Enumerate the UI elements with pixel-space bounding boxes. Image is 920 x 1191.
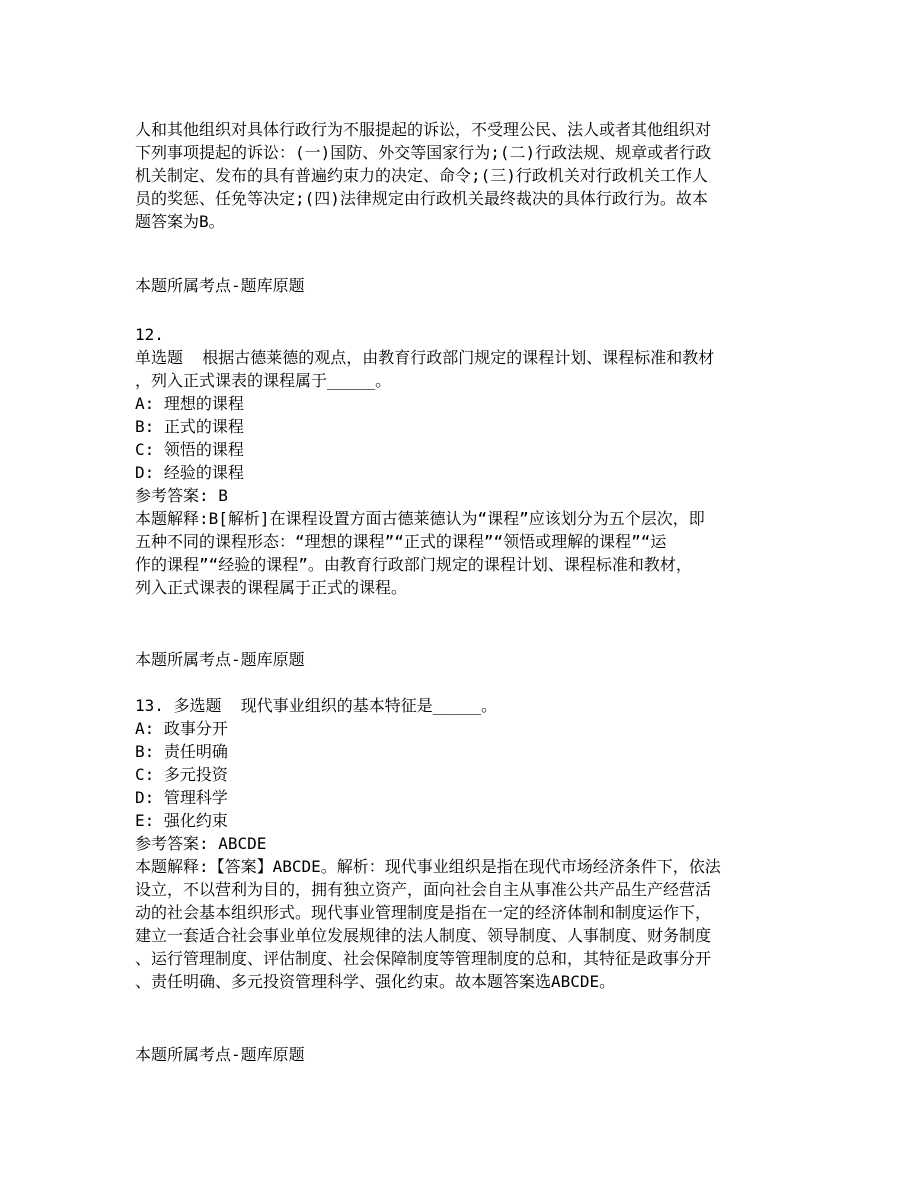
kaodian-label: 本题所属考点-题库原题 xyxy=(135,1045,305,1064)
intro-line: 题答案为B。 xyxy=(135,212,225,231)
question-12-option-a: A: 理想的课程 xyxy=(135,394,244,413)
question-13-explanation: 设立，不以营利为目的，拥有独立资产，面向社会自主从事准公共产品生产经营活 xyxy=(135,880,712,899)
intro-line: 机关制定、发布的具有普遍约束力的决定、命令;(三)行政机关对行政机关工作人 xyxy=(135,166,708,185)
question-12-number: 12. xyxy=(135,325,164,344)
question-12-explanation: 本题解释:B[解析]在课程设置方面古德莱德认为“课程”应该划分为五个层次，即 xyxy=(135,509,705,528)
kaodian-label: 本题所属考点-题库原题 xyxy=(135,650,305,669)
question-13-explanation: 、责任明确、多元投资管理科学、强化约束。故本题答案选ABCDE。 xyxy=(135,972,616,991)
question-12-explanation: 作的课程”“经验的课程”。由教育行政部门规定的课程计划、课程标准和教材， xyxy=(135,555,692,574)
question-13-option-c: C: 多元投资 xyxy=(135,765,228,784)
question-13-option-e: E: 强化约束 xyxy=(135,811,228,830)
question-13-explanation: 动的社会基本组织形式。现代事业管理制度是指在一定的经济体制和制度运作下， xyxy=(135,903,712,922)
intro-line: 员的奖惩、任免等决定;(四)法律规定由行政机关最终裁决的具体行政行为。故本 xyxy=(135,189,708,208)
question-13-option-a: A: 政事分开 xyxy=(135,719,228,738)
question-12-option-d: D: 经验的课程 xyxy=(135,463,244,482)
intro-line: 下列事项提起的诉讼：(一)国防、外交等国家行为;(二)行政法规、规章或者行政 xyxy=(135,143,712,162)
question-13-explanation: 、运行管理制度、评估制度、社会保障制度等管理制度的总和，其特征是政事分开 xyxy=(135,949,712,968)
intro-line: 人和其他组织对具体行政行为不服提起的诉讼，不受理公民、法人或者其他组织对 xyxy=(135,120,712,139)
question-12-explanation: 五种不同的课程形态：“理想的课程”“正式的课程”“领悟或理解的课程”“运 xyxy=(135,532,667,551)
question-13-answer: 参考答案: ABCDE xyxy=(135,834,267,853)
kaodian-label: 本题所属考点-题库原题 xyxy=(135,276,305,295)
question-13-explanation: 建立一套适合社会事业单位发展规律的法人制度、领导制度、人事制度、财务制度 xyxy=(135,926,712,945)
question-12-explanation: 列入正式课表的课程属于正式的课程。 xyxy=(135,578,408,597)
question-13-explanation: 本题解释:【答案】ABCDE。解析：现代事业组织是指在现代市场经济条件下，依法 xyxy=(135,857,721,876)
question-13-option-d: D: 管理科学 xyxy=(135,788,228,807)
question-12-option-b: B: 正式的课程 xyxy=(135,417,244,436)
question-12-stem: 单选题 根据古德莱德的观点，由教育行政部门规定的课程计划、课程标准和教材 xyxy=(135,348,715,367)
question-13-option-b: B: 责任明确 xyxy=(135,742,228,761)
question-12-stem: ，列入正式课表的课程属于_____。 xyxy=(135,371,392,390)
question-12-option-c: C: 领悟的课程 xyxy=(135,440,244,459)
question-13-stem: 13. 多选题 现代事业组织的基本特征是_____。 xyxy=(135,696,497,715)
question-12-answer: 参考答案: B xyxy=(135,486,228,505)
